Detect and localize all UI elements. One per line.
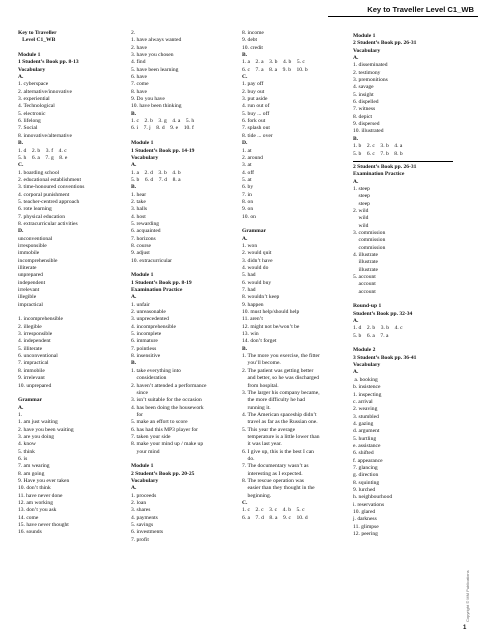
answer-line: 10. on [242, 213, 256, 220]
answer-line: 7. physical education [18, 213, 65, 220]
answer-line: 12. peering [353, 531, 378, 538]
answer-line: 2. The patient was getting better [242, 367, 314, 374]
answer-line: 4. Technological [18, 103, 55, 110]
answer-line: 2. wild [353, 207, 369, 214]
answer-column-2 [131, 30, 241, 544]
section-heading: A. [353, 55, 359, 62]
answer-line: 1. a 2. d 3. b 4. b [131, 169, 181, 176]
answer-line: since [131, 389, 148, 396]
answer-line: 12. might not be/won’t be [242, 323, 300, 330]
answer-line: 3. stumbled [353, 413, 379, 420]
answer-line: the more difficulty he had [242, 397, 306, 404]
answer-line: you’ll become. [242, 360, 281, 367]
blank-line [18, 390, 128, 397]
answer-line: 1. pay off [242, 81, 264, 88]
answer-line: 7. am wearing [18, 463, 50, 470]
answer-line: beginning. [242, 492, 272, 499]
answer-line: 5. insight [353, 91, 374, 98]
section-heading: B. [242, 345, 248, 352]
answer-line: 7. glancing [353, 464, 378, 471]
section-heading: A. [18, 74, 24, 81]
answer-line: 6. has had this MP3 player for [131, 426, 199, 433]
answer-line: 7. had [242, 287, 256, 294]
answer-line: 8. income [242, 30, 264, 36]
answer-line: 14. don’t forget [242, 338, 277, 345]
answer-line: b. insistence [353, 384, 381, 391]
answer-line: 9. Do you have [131, 96, 165, 103]
section-heading: 2 Student’s Book pp. 26-31 [353, 40, 417, 47]
section-heading: Module 1 [353, 33, 376, 39]
answer-line: 6. have [131, 74, 148, 81]
answer-line: steep [353, 200, 370, 207]
section-heading: Level C1_WB [18, 37, 56, 44]
answer-line: 2. would quit [242, 250, 272, 257]
answer-line: 1. The more you exercise, the fitter [242, 353, 320, 360]
answer-line: 7. in [242, 191, 252, 198]
blank-line [353, 296, 465, 303]
answer-line: 8. wouldn’t keep [242, 294, 280, 301]
section-heading: Student’s Book pp. 32-34 [353, 310, 413, 317]
answer-line: 9. happen [242, 301, 264, 308]
answer-line: 7. come [131, 81, 149, 88]
answer-line: 7. witness [353, 106, 376, 113]
answer-line: consideration [131, 375, 167, 382]
answer-line: 8. on [242, 198, 254, 205]
answer-column-1 [18, 30, 128, 537]
section-heading: A. [131, 294, 137, 301]
answer-line: 8. tide ... over [242, 132, 273, 139]
answer-line: 8. have [131, 88, 148, 95]
answer-line: illiterate [18, 265, 37, 271]
copyright-notice: Copyright © MM Publications [465, 570, 470, 622]
section-heading: Vocabulary [131, 154, 159, 161]
answer-line: 4. has been doing the housework [131, 404, 204, 411]
section-heading: Round-up 1 [353, 303, 382, 310]
answer-line: 1. unfair [131, 301, 150, 308]
answer-line: 10. glared [353, 509, 376, 515]
answer-line: 1. d 2. b 3. b 4. c [353, 325, 403, 332]
answer-line: 4. run out of [242, 103, 270, 110]
answer-line: 2. educational establishment [18, 176, 82, 183]
answer-line: interesting as I expected. [242, 470, 303, 477]
answer-line: 1. d 2. b 3. f 4. c [18, 147, 67, 154]
answer-line: illustrate [353, 259, 378, 266]
answer-line: 12. am working [18, 500, 53, 506]
answer-line: 5. rewarding [131, 220, 160, 227]
answer-line: 7. splash out [242, 125, 270, 132]
answer-line: 5. incomplete [131, 331, 162, 338]
answer-line: unprepared [18, 272, 43, 279]
answer-line: 1. won [242, 242, 258, 249]
answer-line: 5. This year the average [242, 426, 296, 433]
answer-line: 3. experiential [18, 96, 50, 103]
header-title: Key to Traveller Level C1_WB [367, 5, 474, 14]
answer-line: 6. dispelled [353, 99, 379, 106]
section-heading: C. [18, 162, 24, 169]
answer-line: f. appearance [353, 457, 383, 464]
answer-line: 1. have always wanted [131, 37, 182, 44]
answer-line: 3. time-honoured conventions [18, 184, 85, 191]
answer-line: 4. find [131, 59, 146, 66]
answer-line: 8. innovative/alternative [18, 132, 72, 139]
section-heading: Key to Traveller [18, 30, 57, 36]
answer-line: 9. adjust [131, 250, 150, 257]
answer-line: 8. depict [353, 113, 373, 120]
answer-line: 1. inspecting [353, 391, 382, 398]
answer-line: temperature is a little lower than [242, 433, 320, 440]
answer-line: 1. hear [131, 191, 147, 198]
answer-line: 4. know [18, 441, 36, 448]
answer-line: your mind [131, 448, 160, 455]
answer-line: running it. [242, 404, 271, 411]
answer-line: 6. shifted [353, 450, 374, 457]
answer-line: 6. I give up, this is the best I can [242, 448, 314, 455]
answer-line: illustrate [353, 266, 378, 273]
answer-line: easier than they thought in the [242, 485, 315, 492]
answer-line: 10. must help/should help [242, 309, 300, 316]
answer-line: 10. have been thinking [131, 103, 182, 110]
answer-line: 5. b 6. d 7. d 8. a [131, 176, 181, 183]
answer-column-3 [242, 30, 352, 522]
answer-line: 5. buy ... off [242, 110, 270, 117]
answer-line: 4. The American spaceship didn’t [242, 411, 317, 418]
section-heading: Examination Practice [353, 171, 405, 178]
answer-line: g. direction [353, 472, 379, 479]
section-heading: B. [18, 140, 24, 147]
answer-line: 1. c 2. b 3. g 4. a 5. h [131, 118, 195, 125]
answer-line: 2. testimony [353, 69, 381, 76]
answer-line: 3. put aside [242, 96, 268, 103]
answer-line: 4. illustrate [353, 251, 378, 258]
answer-line: 10. illustrated [353, 128, 384, 135]
answer-line: 4. savage [353, 84, 374, 91]
answer-line: 4. host [131, 213, 146, 220]
blank-line [242, 221, 352, 228]
section-heading: B. [131, 184, 137, 191]
answer-line: immobile [18, 250, 40, 257]
answer-line: wild [353, 222, 369, 229]
answer-line: 8. squinting [353, 479, 380, 486]
answer-line: 13. win [242, 331, 259, 338]
answer-line: 5. had [242, 272, 256, 279]
answer-line: 6. by [242, 184, 254, 191]
answer-line: steep [353, 193, 370, 200]
section-heading: A. [18, 404, 24, 411]
answer-line: 9. on [242, 206, 254, 213]
answer-line: 7. taken your side [131, 433, 171, 440]
answer-line: 2. weaving [353, 406, 378, 413]
answer-line: wild [353, 215, 369, 222]
answer-line: 13. don’t you ask [18, 507, 57, 514]
answer-line: 4. independent [18, 338, 51, 345]
answer-line: 7. Social [18, 125, 38, 132]
answer-line: illegible [18, 294, 37, 301]
answer-line: 5. think [18, 448, 35, 455]
section-heading: Module 1 [18, 52, 41, 59]
answer-line: 1. boarding school [18, 169, 60, 176]
section-heading: Module 1 [131, 463, 154, 470]
answer-line: travel as far as the Russian one. [242, 419, 318, 426]
answer-line: 8. course [131, 242, 152, 249]
answer-line: 4. off [242, 169, 254, 176]
answer-line: 2. alternative/innovative [18, 88, 72, 95]
section-heading: B. [131, 360, 137, 367]
section-heading: 1 Student’s Book pp. 8-19 [131, 279, 192, 286]
blank-line [131, 133, 241, 140]
answer-line: incomprehensible [18, 257, 58, 264]
answer-line: 5. h 6. a 7. g 8. e [18, 154, 68, 161]
answer-line: 3. The larger his company became, [242, 389, 320, 396]
answer-line: 5. account [353, 274, 376, 280]
answer-line: 1. incomprehensible [18, 316, 63, 323]
section-heading: A. [131, 485, 137, 492]
answer-line: 6. unconventional [18, 353, 58, 360]
section-heading: 2 Student’s Book pp. 26-31 [353, 163, 417, 170]
answer-line: 5. b 6. a 7. a [353, 332, 389, 339]
answer-line: 6. would buy [242, 279, 272, 286]
answer-line: 3. halls [131, 206, 148, 213]
section-heading: 1 Student’s Book pp. 14-19 [131, 147, 195, 154]
answer-line: 9. lurched [353, 486, 376, 493]
answer-line: 2. unreasonable [131, 309, 166, 316]
answer-line: 6. immature [131, 338, 158, 345]
answer-line: account [353, 281, 376, 288]
answer-line: h. neighbourhood [353, 494, 393, 501]
answer-line: 10. unprepared [18, 382, 52, 389]
section-heading: C. [242, 74, 248, 81]
answer-line: 15. have never thought [18, 522, 69, 529]
answer-line: 6. acquainted [131, 228, 161, 235]
answer-line: 1. disseminated [353, 62, 388, 69]
page-number: 1 [463, 625, 467, 631]
answer-line: 1. c 2. c 3. c 4. b 5. c [242, 507, 305, 514]
answer-line: 1. steep [353, 185, 370, 192]
answer-line: 5. make an effort to score [131, 419, 188, 426]
answer-column-4 [353, 33, 465, 538]
section-heading: B. [353, 135, 359, 142]
section-heading: A. [353, 318, 359, 325]
answer-line: 3. didn’t have [242, 257, 273, 264]
section-heading: Module 1 [131, 140, 154, 147]
answer-line: 3. premonitions [353, 77, 388, 84]
section-heading: Vocabulary [131, 477, 159, 484]
answer-line: 3. have you chosen [131, 52, 174, 59]
answer-line: 10. extracurricular [131, 257, 172, 264]
answer-line: e. assistance [353, 442, 381, 449]
answer-line: 3. commission [353, 229, 386, 236]
answer-line: 1. take everything into [131, 367, 181, 374]
answer-line: 3. shares [131, 507, 151, 514]
answer-line: 1. cyberspace [18, 81, 49, 88]
answer-line: 7. pointless [131, 345, 157, 352]
answer-line: 6. a 7. d 8. a 9. c 10. d [242, 514, 308, 521]
answer-line: 4. payments [131, 514, 158, 521]
section-heading: Module 1 [131, 272, 154, 279]
section-heading: 2 Student’s Book pp. 20-25 [131, 470, 195, 477]
answer-line: 8. The rescue operation was [242, 477, 304, 484]
answer-line: 3. isn’t suitable for the occasion [131, 397, 202, 404]
blank-line [131, 456, 241, 463]
answer-line: 5. b 6. c 7. b 8. b [353, 150, 403, 157]
answer-line: 7. impractical [18, 360, 49, 367]
section-heading: A. [131, 162, 137, 169]
answer-line: 9. dispersed [353, 121, 380, 128]
answer-line: 6. investments [131, 529, 164, 536]
section-heading: D. [18, 228, 24, 235]
answer-line: 8. immobile [18, 367, 45, 374]
answer-line: 2. loan [131, 500, 147, 506]
answer-line: for [131, 411, 144, 418]
answer-line: 4. corporal punishment [18, 191, 70, 198]
blank-line [18, 45, 128, 52]
answer-line: i. reservations [353, 501, 385, 508]
answer-line: 3. are you doing [18, 433, 55, 440]
answer-line: 7. The documentary wasn’t as [242, 463, 309, 470]
section-heading: A. [353, 178, 359, 185]
answer-line: 1. b 2. c 3. b 4. a [353, 143, 403, 150]
page-header [328, 4, 478, 17]
section-heading: 3 Student’s Book pp. 36-41 [353, 354, 417, 361]
answer-line: 6. i 7. j 8. d 9. e 10. f [131, 125, 194, 132]
answer-line: 1. at [242, 147, 252, 154]
answer-line: 2. haven’t attended a performance [131, 382, 207, 389]
answer-line: 9. debt [242, 37, 258, 44]
answer-line: 2. take [131, 198, 146, 205]
blank-line [18, 309, 128, 316]
section-heading: B. [242, 52, 248, 59]
section-heading: Grammar [242, 228, 267, 235]
answer-line: 1. proceeds [131, 492, 157, 499]
answer-line: and better, so he was discharged [242, 375, 320, 382]
answer-line: 10. credit [242, 44, 263, 51]
answer-line: 2. [131, 30, 136, 36]
answer-line: irrelevant [18, 287, 40, 294]
answer-line: 8. am going [18, 470, 45, 477]
answer-line: 2. illegible [18, 323, 42, 330]
answer-line: 2. buy out [242, 88, 265, 95]
section-heading: C. [242, 500, 248, 506]
section-heading: A. [353, 369, 359, 376]
answer-line: 5. savings [131, 522, 154, 529]
answer-line: 11. have never done [18, 492, 63, 499]
answer-line: 6. c 7. a 8. a 9. b 10. b [242, 66, 308, 73]
answer-line: 5. electronic [18, 110, 46, 117]
answer-line: 5. at [242, 176, 252, 183]
answer-line: 5. illiterate [18, 345, 43, 352]
answer-line: 9. Have you ever taken [18, 477, 70, 484]
answer-line: commission [353, 237, 386, 244]
answer-line: 3. irresponsible [18, 331, 53, 338]
answer-line: 4. incomprehensible [131, 323, 176, 330]
answer-line: 8. make your mind up / make up [131, 441, 204, 448]
section-heading: Grammar [18, 397, 43, 404]
section-heading: Examination Practice [131, 287, 183, 294]
answer-line: independent [18, 279, 46, 286]
answer-line: 1. [18, 411, 23, 418]
answer-line: 11. glimpse [353, 523, 379, 530]
answer-line: 4. would do [242, 265, 269, 271]
answer-line: 16. sounds [18, 529, 42, 536]
section-heading: Vocabulary [353, 362, 381, 369]
answer-line: 1. am just waiting [18, 419, 58, 426]
answer-line: it was last year. [242, 441, 282, 448]
answer-line: 14. come [18, 514, 39, 521]
answer-line: do. [242, 455, 255, 462]
answer-line: 6. lifelong [18, 118, 41, 125]
blank-line [353, 340, 465, 347]
answer-line: 2. have [131, 44, 148, 51]
answer-line: 6. is [18, 455, 28, 462]
answer-line: 11. aren’t [242, 316, 263, 323]
answer-line: impractical [18, 301, 43, 308]
answer-line: d. argument [353, 428, 380, 435]
answer-line: 1. a 2. a 3. b 4. b 5. c [242, 59, 305, 66]
answer-line: 2. have you been waiting [18, 426, 74, 433]
answer-line: 3. at [242, 162, 252, 169]
answer-line: from hospital. [242, 382, 279, 389]
answer-line: 5. teacher-centred approach [18, 198, 80, 205]
section-heading: Module 2 [353, 347, 376, 354]
answer-line: 2. around [242, 154, 263, 161]
section-heading: A. [242, 235, 248, 242]
answer-line: 8. extracurricular activities [18, 220, 78, 227]
section-heading: 1 Student’s Book pp. 8-13 [18, 59, 79, 66]
blank-line [131, 265, 241, 272]
answer-line: unconventional [18, 235, 53, 242]
answer-line: 10. don’t think [18, 485, 51, 492]
answer-line: 9. irrelevant [18, 375, 45, 382]
answer-line: 3. unprecedented [131, 316, 169, 323]
answer-line: 4. gazing [353, 420, 374, 427]
answer-line: c. arrival [353, 398, 373, 405]
answer-line: 6. fork out [242, 118, 266, 125]
section-heading: B. [131, 110, 137, 117]
answer-line: 6. rote learning [18, 206, 52, 213]
answer-line: 7. horizons [131, 235, 156, 242]
answer-line: j. darkness [353, 516, 377, 523]
answer-line: 8. insensitive [131, 353, 161, 360]
section-heading: Vocabulary [353, 47, 381, 54]
answer-line: 5. hurtling [353, 435, 377, 442]
section-heading: D. [242, 140, 248, 147]
answer-line: commission [353, 244, 386, 251]
answer-line: a. booking [353, 376, 378, 383]
section-heading: Vocabulary [18, 66, 46, 73]
answer-line: account [353, 288, 376, 295]
answer-line: 7. profit [131, 536, 149, 543]
answer-line: irresponsible [18, 242, 47, 249]
answer-line: 5. have been learning [131, 66, 179, 73]
